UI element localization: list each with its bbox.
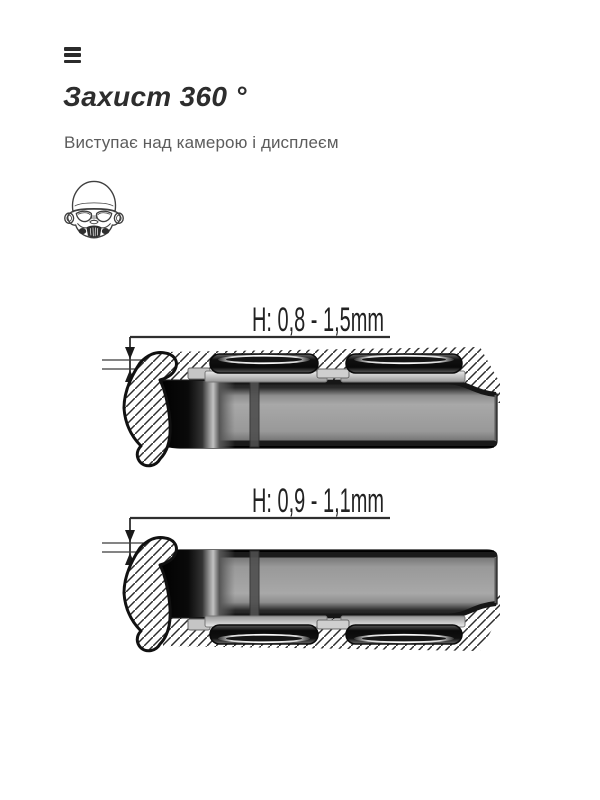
page-subtitle: Виступає над камерою і дисплеєм — [64, 133, 339, 152]
dimension-label: H: 0,8 - 1,5mm — [252, 301, 384, 339]
helmet-lineart — [65, 181, 123, 237]
dimension-arrow-down — [125, 347, 135, 359]
dimension-arrow-down — [125, 530, 135, 542]
diagram-camera-side — [0, 290, 600, 475]
helmet-bridge-ticks — [92, 215, 96, 219]
helmet-left-vent — [79, 228, 86, 234]
helmet-nose — [90, 220, 98, 223]
helmet-brow — [73, 209, 115, 212]
helmet-right-vent — [102, 228, 109, 234]
diagram-display-side — [0, 475, 600, 675]
stormtrooper-helmet-icon — [59, 174, 129, 242]
helmet-dome — [73, 181, 116, 211]
dimension-label: H: 0,9 - 1,1mm — [252, 482, 384, 520]
hamburger-bar — [64, 53, 81, 57]
helmet-mouth-grille — [87, 226, 101, 237]
hamburger-bar — [64, 47, 81, 51]
helmet-dome-band — [75, 203, 113, 206]
hamburger-bar — [64, 60, 81, 64]
hamburger-menu-icon[interactable] — [64, 47, 81, 63]
page-title: Захист 360 ° — [63, 81, 247, 112]
